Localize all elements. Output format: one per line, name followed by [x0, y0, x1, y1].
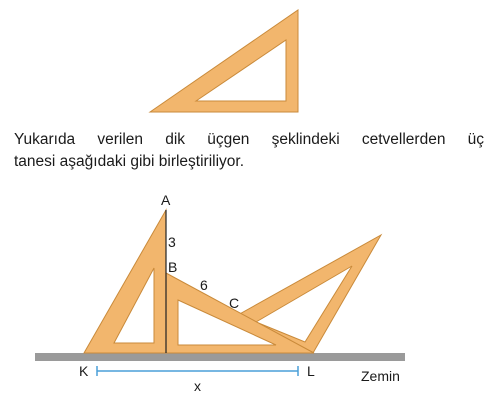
label-segment-bc: 6	[200, 277, 208, 293]
question-text-line2: tanesi aşağıdaki gibi birleştiriliyor.	[14, 153, 245, 170]
ground-strip	[35, 353, 405, 361]
label-l: L	[307, 363, 315, 379]
label-a: A	[161, 192, 171, 208]
label-k: K	[79, 363, 89, 379]
label-c: C	[229, 295, 240, 311]
ruler-left	[84, 210, 166, 353]
sample-triangle-ruler	[150, 10, 298, 112]
measure-kl	[97, 366, 298, 376]
label-ground: Zemin	[361, 368, 400, 384]
label-b: B	[168, 259, 178, 275]
label-x: x	[194, 378, 201, 394]
label-segment-ab: 3	[168, 234, 176, 250]
question-text	[14, 129, 484, 173]
question-text-line1: Yukarıda verilen dik üçgen şeklindeki cetvellerden üç	[14, 131, 484, 148]
